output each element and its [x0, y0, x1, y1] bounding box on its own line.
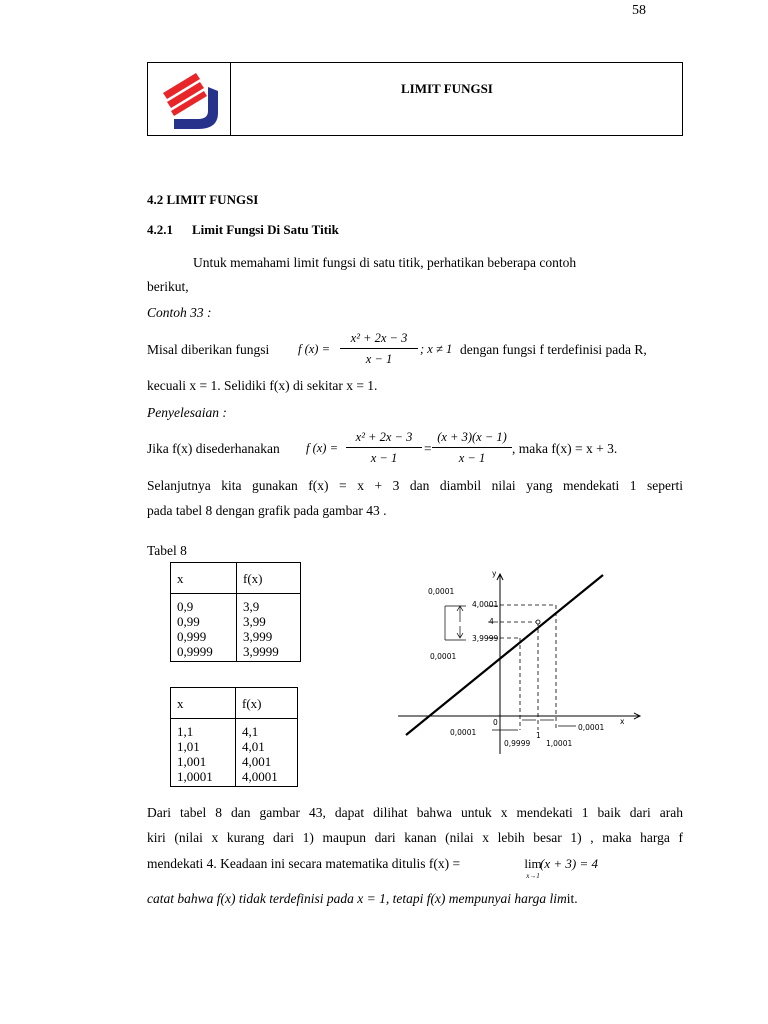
header-box [147, 62, 683, 136]
table-right-col-fx [236, 719, 298, 787]
table-caption: Tabel 8 [147, 543, 187, 558]
table-right [170, 687, 298, 787]
origin-label: 0 [493, 718, 498, 727]
y-label-4: 4 [489, 617, 494, 626]
conclusion-line-3: mendekati 4. Keadaan ini secara matematika ditulis f(x) = [147, 856, 461, 871]
conclusion-line-1: Dari tabel 8 dan gambar 43, dapat dilihat bahwa untuk x mendekati 1 baik dari arah [147, 805, 683, 820]
delta-label-bottom-left: 0,0001 [450, 728, 477, 737]
table-right-header-fx: f(x) [236, 688, 298, 719]
solution-fraction-2-numerator: (x + 3)(x − 1) [432, 430, 512, 448]
header-divider [230, 63, 231, 135]
solution-fraction-2-denominator: x − 1 [458, 451, 486, 465]
table-cell: 3,999 [243, 629, 273, 644]
table-cell: 3,9 [243, 599, 260, 614]
limit-expression: (x + 3) = 4 [540, 856, 598, 871]
table-right-header-x: x [171, 688, 236, 719]
table-cell: 0,999 [177, 629, 207, 644]
example-condition: ; x ≠ 1 [420, 342, 453, 356]
table-left-header-fx: f(x) [237, 563, 301, 594]
example-line-2: kecuali x = 1. Selidiki f(x) di sekitar x = 1. [147, 378, 378, 393]
limit-graph [390, 562, 650, 762]
solution-fraction-1 [346, 430, 422, 466]
delta-label-middle: 0,0001 [430, 652, 457, 661]
solution-equals: = [424, 441, 432, 456]
university-logo [158, 69, 222, 131]
table-cell: 4,0001 [242, 769, 278, 784]
solution-label: Penyelesaian : [147, 405, 227, 420]
example-text-post: dengan fungsi f terdefinisi pada R, [460, 342, 647, 357]
example-label: Contoh 33 : [147, 305, 212, 320]
section-heading: 4.2 LIMIT FUNGSI [147, 192, 259, 207]
header-title: LIMIT FUNGSI [401, 81, 493, 96]
delta-label-top: 0,0001 [428, 587, 455, 596]
solution-f-of-x: f (x) = [306, 441, 339, 455]
solution-fraction-1-denominator: x − 1 [370, 451, 398, 465]
table-left [170, 562, 301, 662]
table-cell: 4,01 [242, 739, 265, 754]
y-label-3-9999: 3,9999 [472, 634, 499, 643]
table-cell: 3,9999 [243, 644, 279, 659]
solution-text-post: , maka f(x) = x + 3. [512, 441, 618, 456]
table-cell: 4,1 [242, 724, 259, 739]
solution-line-2: Selanjutnya kita gunakan f(x) = x + 3 dan diambil nilai yang mendekati 1 seperti [147, 478, 683, 493]
table-cell: 3,99 [243, 614, 266, 629]
example-fraction [340, 331, 418, 367]
limit-word: lim [524, 856, 542, 871]
note-text: catat bahwa f(x) tidak terdefinisi pada x = 1, tetapi f(x) mempunyai harga lim [147, 891, 567, 906]
solution-fraction-2 [432, 430, 512, 466]
solution-line-3: pada tabel 8 dengan grafik pada gambar 43 . [147, 503, 387, 518]
x-label-1-0001: 1,0001 [546, 739, 573, 748]
axis-label-x: x [620, 717, 625, 726]
solution-text-pre: Jika f(x) disederhanakan [147, 441, 280, 456]
axis-label-y: y [492, 569, 497, 578]
hole-point [536, 620, 540, 624]
y-label-4-0001: 4,0001 [472, 600, 499, 609]
table-cell: 1,001 [177, 754, 207, 769]
subsection-title: Limit Fungsi Di Satu Titik [192, 222, 339, 237]
table-left-col-x [171, 594, 237, 662]
table-cell: 1,01 [177, 739, 200, 754]
note [147, 892, 578, 906]
table-left-col-fx [237, 594, 301, 662]
intro-line-1: Untuk memahami limit fungsi di satu titik, perhatikan beberapa contoh [193, 255, 577, 270]
delta-label-bottom-right: 0,0001 [578, 723, 605, 732]
intro-line-2: berikut, [147, 279, 189, 294]
x-label-1: 1 [536, 731, 541, 740]
example-f-of-x: f (x) = [298, 342, 331, 356]
table-cell: 4,001 [242, 754, 272, 769]
table-cell: 1,1 [177, 724, 194, 739]
table-cell: 1,0001 [177, 769, 213, 784]
table-left-header-x: x [171, 563, 237, 594]
limit-subscript: x→1 [526, 872, 540, 880]
note-suffix: it. [566, 891, 578, 906]
example-fraction-denominator: x − 1 [365, 352, 393, 366]
table-cell: 0,99 [177, 614, 200, 629]
subsection-number: 4.2.1 [147, 222, 173, 237]
page-number: 58 [632, 3, 646, 18]
x-label-0-9999: 0,9999 [504, 739, 531, 748]
table-right-col-x [171, 719, 236, 787]
conclusion-line-2: kiri (nilai x kurang dari 1) maupun dari kanan (nilai x lebih besar 1) , maka harga f [147, 830, 683, 845]
example-text-pre: Misal diberikan fungsi [147, 342, 270, 357]
table-cell: 0,9 [177, 599, 194, 614]
example-fraction-numerator: x² + 2x − 3 [340, 331, 418, 349]
table-cell: 0,9999 [177, 644, 213, 659]
solution-fraction-1-numerator: x² + 2x − 3 [346, 430, 422, 448]
